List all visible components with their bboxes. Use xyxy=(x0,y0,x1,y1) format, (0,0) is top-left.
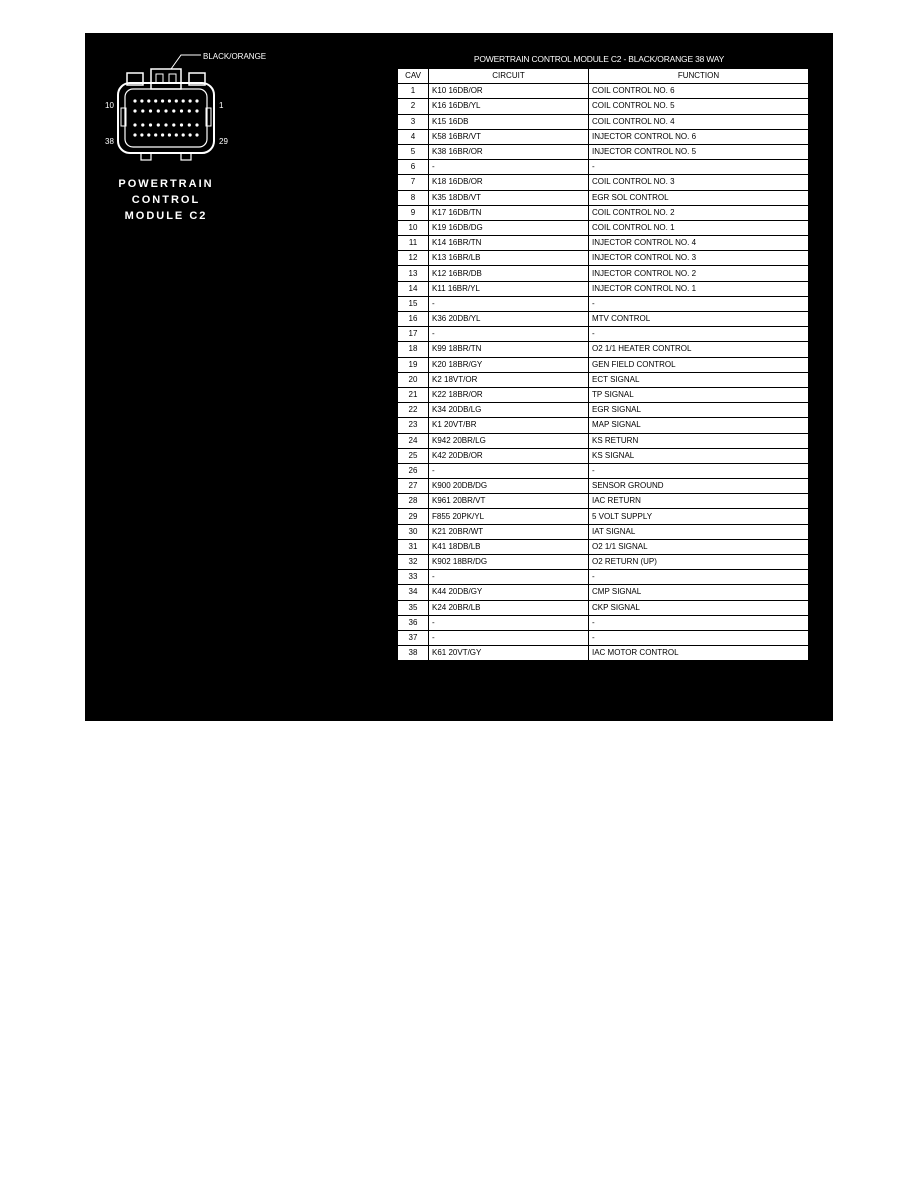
circuit-cell: K13 16BR/LB xyxy=(429,251,589,266)
cav-cell: 31 xyxy=(398,539,429,554)
cav-cell: 36 xyxy=(398,615,429,630)
cav-cell: 35 xyxy=(398,600,429,615)
circuit-cell: K38 16BR/OR xyxy=(429,144,589,159)
header-circuit: CIRCUIT xyxy=(429,69,589,84)
circuit-cell: K1 20VT/BR xyxy=(429,418,589,433)
cavity-dot xyxy=(164,109,167,112)
function-cell: MTV CONTROL xyxy=(589,312,809,327)
cavity-dot xyxy=(149,123,152,126)
function-cell: EGR SOL CONTROL xyxy=(589,190,809,205)
table-row xyxy=(398,463,809,478)
cavity-dot xyxy=(168,133,171,136)
circuit-cell: K21 20BR/WT xyxy=(429,524,589,539)
cav-cell: 28 xyxy=(398,494,429,509)
cavity-dot xyxy=(157,123,160,126)
cavity-dot xyxy=(195,99,198,102)
function-cell: O2 1/1 SIGNAL xyxy=(589,539,809,554)
cavity-dot xyxy=(154,133,157,136)
cavity-dot xyxy=(188,109,191,112)
module-label-line-3: MODULE C2 xyxy=(124,210,208,222)
table-header-row xyxy=(398,69,809,84)
cavity-dot xyxy=(140,99,143,102)
circuit-cell: F855 20PK/YL xyxy=(429,509,589,524)
cav-cell: 13 xyxy=(398,266,429,281)
cavity-dot xyxy=(189,133,192,136)
cavity-dot xyxy=(161,99,164,102)
function-cell: CMP SIGNAL xyxy=(589,585,809,600)
function-cell: 5 VOLT SUPPLY xyxy=(589,509,809,524)
cav-cell: 23 xyxy=(398,418,429,433)
table-row xyxy=(398,418,809,433)
circuit-cell: - xyxy=(429,463,589,478)
table-row xyxy=(398,585,809,600)
cav-cell: 18 xyxy=(398,342,429,357)
cavity-dot xyxy=(133,133,136,136)
function-cell: COIL CONTROL NO. 5 xyxy=(589,99,809,114)
function-cell: - xyxy=(589,296,809,311)
circuit-cell: K24 20BR/LB xyxy=(429,600,589,615)
cavity-dot xyxy=(168,99,171,102)
cavity-dot xyxy=(133,109,136,112)
circuit-cell: - xyxy=(429,615,589,630)
pin-out-table xyxy=(397,68,809,661)
cavity-dot xyxy=(175,133,178,136)
circuit-cell: K41 18DB/LB xyxy=(429,539,589,554)
cav-cell: 16 xyxy=(398,312,429,327)
circuit-cell: - xyxy=(429,570,589,585)
module-label-line-1: POWERTRAIN xyxy=(118,178,214,190)
function-cell: TP SIGNAL xyxy=(589,387,809,402)
function-cell: - xyxy=(589,463,809,478)
table-row xyxy=(398,236,809,251)
cav-cell: 6 xyxy=(398,160,429,175)
table-row xyxy=(398,175,809,190)
cav-cell: 14 xyxy=(398,281,429,296)
table-row xyxy=(398,312,809,327)
circuit-cell: K902 18BR/DG xyxy=(429,555,589,570)
table-row xyxy=(398,479,809,494)
cav-cell: 5 xyxy=(398,144,429,159)
table-row xyxy=(398,327,809,342)
table-row xyxy=(398,555,809,570)
table-row xyxy=(398,539,809,554)
function-cell: MAP SIGNAL xyxy=(589,418,809,433)
circuit-cell: K36 20DB/YL xyxy=(429,312,589,327)
cavity-dot xyxy=(147,133,150,136)
circuit-cell: K900 20DB/DG xyxy=(429,479,589,494)
table-row xyxy=(398,84,809,99)
cavity-dot xyxy=(154,99,157,102)
cavity-dot xyxy=(182,99,185,102)
circuit-cell: K961 20BR/VT xyxy=(429,494,589,509)
cavity-dot xyxy=(180,123,183,126)
module-label xyxy=(111,176,221,224)
function-cell: COIL CONTROL NO. 4 xyxy=(589,114,809,129)
cavity-dot xyxy=(175,99,178,102)
function-cell: INJECTOR CONTROL NO. 4 xyxy=(589,236,809,251)
function-cell: ECT SIGNAL xyxy=(589,372,809,387)
cavity-dot xyxy=(182,133,185,136)
cav-cell: 11 xyxy=(398,236,429,251)
cav-cell: 24 xyxy=(398,433,429,448)
function-cell: INJECTOR CONTROL NO. 1 xyxy=(589,281,809,296)
circuit-cell: K17 16DB/TN xyxy=(429,205,589,220)
circuit-cell: K942 20BR/LG xyxy=(429,433,589,448)
module-label-line-2: CONTROL xyxy=(131,194,201,206)
table-row xyxy=(398,342,809,357)
table-title: POWERTRAIN CONTROL MODULE C2 - BLACK/ORANGE 38 WAY xyxy=(473,54,725,64)
table-row xyxy=(398,448,809,463)
circuit-cell: K10 16DB/OR xyxy=(429,84,589,99)
circuit-cell: K19 16DB/DG xyxy=(429,220,589,235)
pin-label-bottom-right: 29 xyxy=(219,137,228,146)
cav-cell: 29 xyxy=(398,509,429,524)
function-cell: IAT SIGNAL xyxy=(589,524,809,539)
pin-label-top-left: 10 xyxy=(105,101,114,110)
cavity-dot xyxy=(195,123,198,126)
table-row xyxy=(398,160,809,175)
function-cell: GEN FIELD CONTROL xyxy=(589,357,809,372)
function-cell: - xyxy=(589,327,809,342)
header-cav: CAV xyxy=(398,69,429,84)
cavity-dot xyxy=(141,109,144,112)
cav-cell: 32 xyxy=(398,555,429,570)
cav-cell: 17 xyxy=(398,327,429,342)
cav-cell: 7 xyxy=(398,175,429,190)
table-row xyxy=(398,281,809,296)
circuit-cell: K11 16BR/YL xyxy=(429,281,589,296)
function-cell: O2 RETURN (UP) xyxy=(589,555,809,570)
circuit-cell: K42 20DB/OR xyxy=(429,448,589,463)
function-cell: IAC RETURN xyxy=(589,494,809,509)
cav-cell: 20 xyxy=(398,372,429,387)
cav-cell: 10 xyxy=(398,220,429,235)
circuit-cell: - xyxy=(429,630,589,645)
table-row xyxy=(398,266,809,281)
diagram-panel xyxy=(85,33,833,721)
function-cell: INJECTOR CONTROL NO. 5 xyxy=(589,144,809,159)
function-cell: - xyxy=(589,615,809,630)
circuit-cell: - xyxy=(429,160,589,175)
circuit-cell: K35 18DB/VT xyxy=(429,190,589,205)
function-cell: - xyxy=(589,630,809,645)
cav-cell: 2 xyxy=(398,99,429,114)
table-row xyxy=(398,251,809,266)
table-row xyxy=(398,403,809,418)
cav-cell: 34 xyxy=(398,585,429,600)
cav-cell: 9 xyxy=(398,205,429,220)
table-row xyxy=(398,524,809,539)
table-row xyxy=(398,494,809,509)
cavity-dot xyxy=(172,123,175,126)
cav-cell: 27 xyxy=(398,479,429,494)
cav-cell: 33 xyxy=(398,570,429,585)
table-row xyxy=(398,357,809,372)
function-cell: COIL CONTROL NO. 2 xyxy=(589,205,809,220)
table-row xyxy=(398,99,809,114)
function-cell: INJECTOR CONTROL NO. 6 xyxy=(589,129,809,144)
function-cell: - xyxy=(589,160,809,175)
function-cell: IAC MOTOR CONTROL xyxy=(589,646,809,661)
function-cell: INJECTOR CONTROL NO. 2 xyxy=(589,266,809,281)
function-cell: KS RETURN xyxy=(589,433,809,448)
function-cell: CKP SIGNAL xyxy=(589,600,809,615)
cavity-dot xyxy=(147,99,150,102)
circuit-cell: K12 16BR/DB xyxy=(429,266,589,281)
circuit-cell: K61 20VT/GY xyxy=(429,646,589,661)
circuit-cell: K15 16DB xyxy=(429,114,589,129)
table-row xyxy=(398,646,809,661)
cavity-dot xyxy=(157,109,160,112)
table-row xyxy=(398,296,809,311)
circuit-cell: K99 18BR/TN xyxy=(429,342,589,357)
cav-cell: 3 xyxy=(398,114,429,129)
circuit-cell: K34 20DB/LG xyxy=(429,403,589,418)
cavity-dot xyxy=(195,109,198,112)
function-cell: COIL CONTROL NO. 1 xyxy=(589,220,809,235)
circuit-cell: K44 20DB/GY xyxy=(429,585,589,600)
cav-cell: 26 xyxy=(398,463,429,478)
cavity-dot xyxy=(195,133,198,136)
circuit-cell: K14 16BR/TN xyxy=(429,236,589,251)
function-cell: KS SIGNAL xyxy=(589,448,809,463)
function-cell: - xyxy=(589,570,809,585)
cav-cell: 30 xyxy=(398,524,429,539)
cavity-dot xyxy=(141,123,144,126)
table-row xyxy=(398,220,809,235)
table-row xyxy=(398,114,809,129)
circuit-cell: K18 16DB/OR xyxy=(429,175,589,190)
cavity-dot xyxy=(172,109,175,112)
table-row xyxy=(398,570,809,585)
table-row xyxy=(398,600,809,615)
cavity-dot xyxy=(140,133,143,136)
table-row xyxy=(398,144,809,159)
color-callout: BLACK/ORANGE xyxy=(203,52,267,61)
cav-cell: 21 xyxy=(398,387,429,402)
cavity-dot xyxy=(149,109,152,112)
cavity-dot xyxy=(164,123,167,126)
cav-cell: 19 xyxy=(398,357,429,372)
circuit-cell: K22 18BR/OR xyxy=(429,387,589,402)
function-cell: EGR SIGNAL xyxy=(589,403,809,418)
header-function: FUNCTION xyxy=(589,69,809,84)
function-cell: O2 1/1 HEATER CONTROL xyxy=(589,342,809,357)
table-row xyxy=(398,509,809,524)
function-cell: COIL CONTROL NO. 3 xyxy=(589,175,809,190)
cav-cell: 15 xyxy=(398,296,429,311)
circuit-cell: - xyxy=(429,327,589,342)
circuit-cell: K58 16BR/VT xyxy=(429,129,589,144)
table-row xyxy=(398,372,809,387)
table-row xyxy=(398,190,809,205)
cav-cell: 38 xyxy=(398,646,429,661)
cavity-dot xyxy=(180,109,183,112)
table-row xyxy=(398,615,809,630)
cavity-dot xyxy=(161,133,164,136)
circuit-cell: K16 16DB/YL xyxy=(429,99,589,114)
cav-cell: 1 xyxy=(398,84,429,99)
circuit-cell: K2 18VT/OR xyxy=(429,372,589,387)
cav-cell: 25 xyxy=(398,448,429,463)
cav-cell: 8 xyxy=(398,190,429,205)
table-row xyxy=(398,433,809,448)
circuit-cell: - xyxy=(429,296,589,311)
table-row xyxy=(398,630,809,645)
circuit-cell: K20 18BR/GY xyxy=(429,357,589,372)
cavity-dot xyxy=(188,123,191,126)
cavity-dot xyxy=(133,123,136,126)
function-cell: SENSOR GROUND xyxy=(589,479,809,494)
pin-label-top-right: 1 xyxy=(219,101,224,110)
function-cell: INJECTOR CONTROL NO. 3 xyxy=(589,251,809,266)
pin-label-bottom-left: 38 xyxy=(105,137,114,146)
cav-cell: 22 xyxy=(398,403,429,418)
function-cell: COIL CONTROL NO. 6 xyxy=(589,84,809,99)
cav-cell: 37 xyxy=(398,630,429,645)
table-row xyxy=(398,205,809,220)
table-row xyxy=(398,387,809,402)
cavity-dot xyxy=(189,99,192,102)
cav-cell: 4 xyxy=(398,129,429,144)
cavity-dot xyxy=(133,99,136,102)
cav-cell: 12 xyxy=(398,251,429,266)
table-row xyxy=(398,129,809,144)
